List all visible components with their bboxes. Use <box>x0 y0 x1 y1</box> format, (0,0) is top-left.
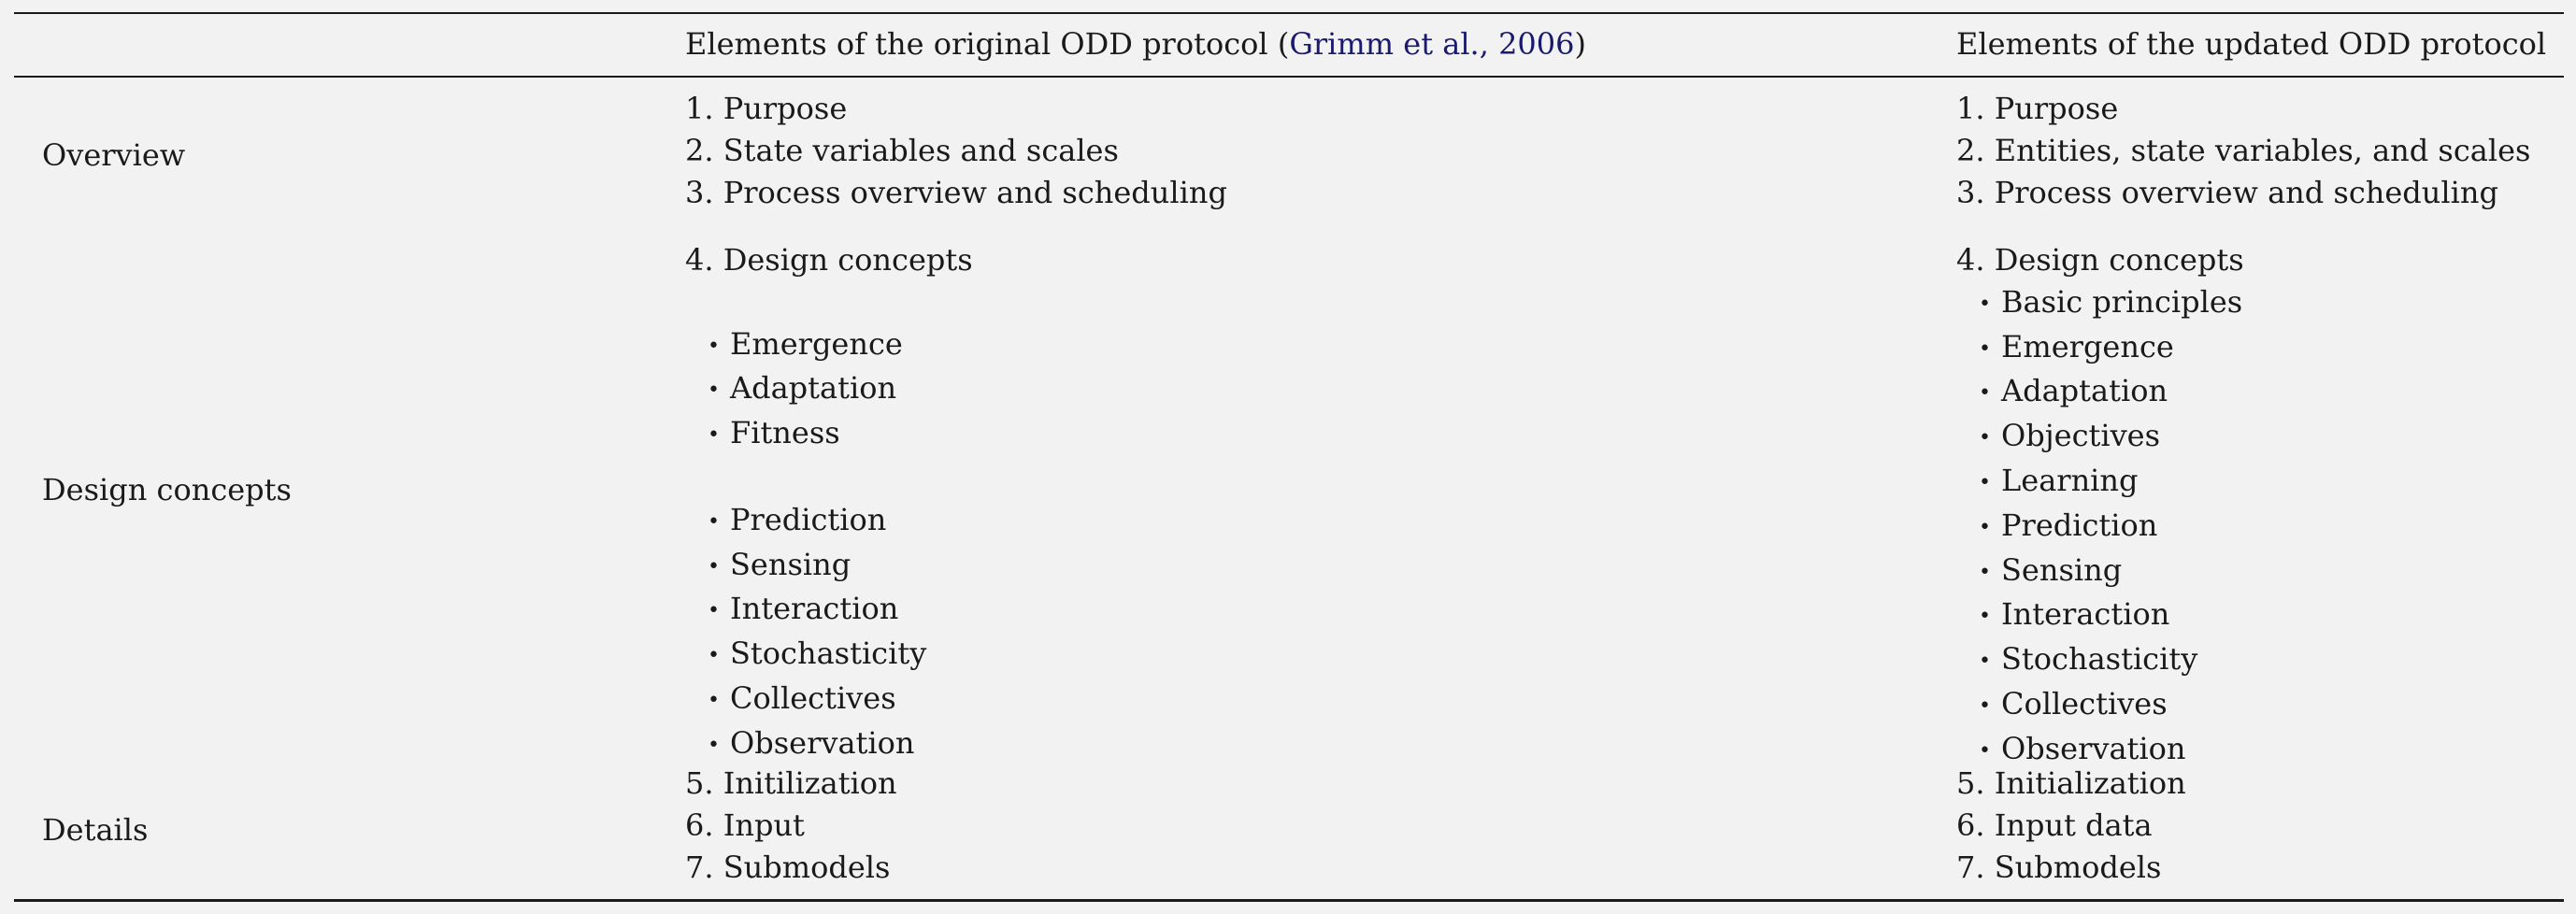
list-item: 7. Submodels <box>1956 849 2162 885</box>
list-gap <box>685 281 973 323</box>
list-item: 6. Input data <box>1956 807 2153 843</box>
bullet-icon: • <box>1979 738 1991 763</box>
list-item: • Prediction <box>1956 505 2244 550</box>
list-item: 1. Purpose <box>1956 91 2119 126</box>
bullet-icon: • <box>708 378 720 403</box>
bullet-icon: • <box>708 599 720 623</box>
bullet-icon: • <box>708 423 720 448</box>
list-item: 3. Process overview and scheduling <box>1956 174 2498 210</box>
bullet-icon: • <box>1979 426 1991 450</box>
overview-updated-list <box>1956 88 2530 213</box>
bullet-icon: • <box>1979 470 1991 494</box>
list-item: • Objectives <box>1956 415 2244 460</box>
list-item: • Sensing <box>685 544 973 589</box>
list-item: • Observation <box>1956 728 2244 773</box>
list-item: 1. Purpose <box>685 91 848 126</box>
list-gap <box>685 457 973 499</box>
list-item: 5. Initialization <box>1956 765 2186 801</box>
bullet-icon: • <box>1979 560 1991 584</box>
details-updated-list <box>1956 763 2186 888</box>
bullet-icon: • <box>708 554 720 578</box>
bullet-icon: • <box>1979 336 1991 361</box>
list-item: 6. Input <box>685 807 805 843</box>
bullet-icon: • <box>708 688 720 712</box>
bullet-icon: • <box>1979 381 1991 406</box>
list-item: • Interaction <box>1956 593 2244 638</box>
list-item: • Prediction <box>685 499 973 544</box>
table-header-rule <box>14 76 2564 78</box>
list-item: 4. Design concepts <box>1956 242 2244 278</box>
bullet-icon: • <box>708 509 720 534</box>
list-item: 2. Entities, state variables, and scales <box>1956 132 2531 168</box>
bullet-icon: • <box>1979 292 1991 316</box>
list-item: • Adaptation <box>685 367 973 412</box>
header-original-suffix: ) <box>1574 26 1586 62</box>
list-item: • Adaptation <box>1956 370 2244 415</box>
header-original-prefix: Elements of the original ODD protocol ( <box>685 26 1290 62</box>
table-bottom-rule <box>14 899 2564 902</box>
citation-link[interactable]: Grimm et al., 2006 <box>1289 26 1575 62</box>
table-top-rule <box>14 12 2564 14</box>
bullet-icon: • <box>1979 693 1991 718</box>
bullet-icon: • <box>1979 650 1991 674</box>
list-item: • Stochasticity <box>685 633 973 678</box>
list-item: 5. Initilization <box>685 765 897 801</box>
list-item: • Learning <box>1956 460 2244 505</box>
list-item: • Collectives <box>1956 683 2244 728</box>
bullet-icon: • <box>1979 605 1991 629</box>
odd-comparison-table <box>14 12 2564 902</box>
bullet-icon: • <box>708 733 720 757</box>
list-item: • Emergence <box>685 323 973 368</box>
header-updated-protocol: Elements of the updated ODD protocol <box>1956 26 2547 62</box>
row-label-design-concepts: Design concepts <box>42 472 292 507</box>
list-item: • Sensing <box>1956 550 2244 594</box>
list-item: 2. State variables and scales <box>685 132 1119 168</box>
list-item: • Observation <box>685 722 973 767</box>
bullet-icon: • <box>708 334 720 358</box>
list-item: • Fitness <box>685 412 973 457</box>
list-item: • Interaction <box>685 588 973 633</box>
list-item: • Stochasticity <box>1956 638 2244 683</box>
row-label-details: Details <box>42 812 149 848</box>
design-updated-list <box>1956 239 2244 773</box>
overview-original-list <box>685 88 1227 213</box>
list-item: 4. Design concepts <box>685 242 973 278</box>
details-original-list <box>685 763 897 888</box>
row-label-overview: Overview <box>42 137 186 173</box>
design-original-list <box>685 239 973 767</box>
bullet-icon: • <box>708 644 720 668</box>
list-item: • Collectives <box>685 678 973 722</box>
list-item: • Emergence <box>1956 326 2244 371</box>
list-item: 3. Process overview and scheduling <box>685 174 1227 210</box>
header-original-protocol <box>685 23 1586 65</box>
bullet-icon: • <box>1979 515 1991 539</box>
list-item: • Basic principles <box>1956 281 2244 326</box>
list-item: 7. Submodels <box>685 849 891 885</box>
